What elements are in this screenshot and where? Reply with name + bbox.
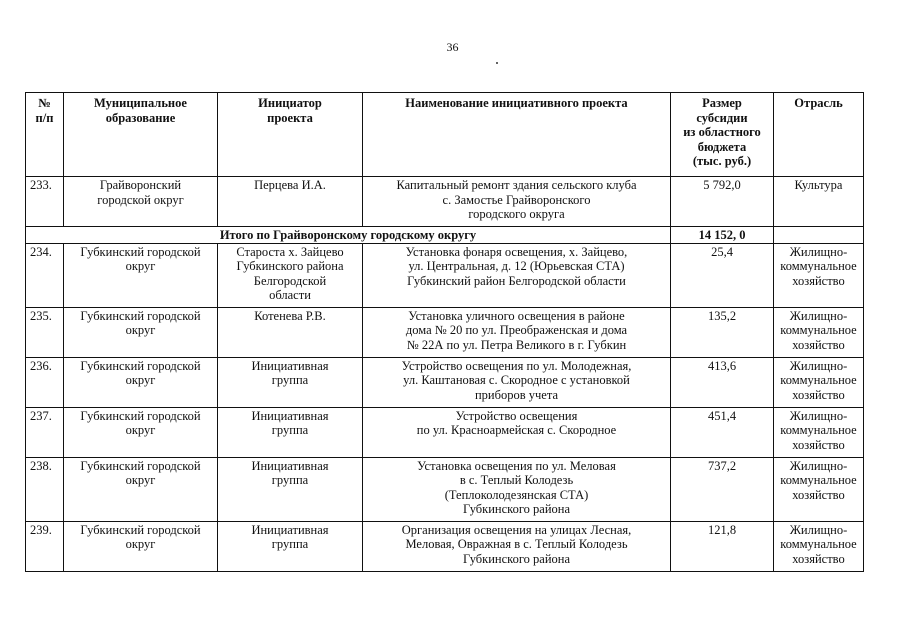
row-number: 234. [26, 243, 64, 307]
row-initiator: Перцева И.А. [218, 177, 363, 227]
row-sector: Жилищно- коммунальное хозяйство [774, 357, 864, 407]
row-municipality: Губкинский городской округ [64, 307, 218, 357]
row-subsidy: 135,2 [671, 307, 774, 357]
row-initiator: Инициативная группа [218, 357, 363, 407]
total-label: Итого по Грайворонскому городскому округу [26, 227, 671, 244]
subsidy-table [25, 92, 864, 572]
row-municipality: Губкинский городской округ [64, 407, 218, 457]
row-subsidy: 413,6 [671, 357, 774, 407]
table-row [26, 407, 864, 457]
row-subsidy: 25,4 [671, 243, 774, 307]
row-municipality: Губкинский городской округ [64, 521, 218, 571]
row-municipality: Губкинский городской округ [64, 243, 218, 307]
header-subsidy: Размер субсидии из областного бюджета (тыс. руб.) [671, 93, 774, 177]
header-project: Наименование инициативного проекта [363, 93, 671, 177]
row-number: 237. [26, 407, 64, 457]
row-municipality: Губкинский городской округ [64, 357, 218, 407]
row-initiator: Инициативная группа [218, 407, 363, 457]
row-subsidy: 451,4 [671, 407, 774, 457]
total-sector-empty [774, 227, 864, 244]
row-subsidy: 737,2 [671, 457, 774, 521]
row-project: Устройство освещения по ул. Красноармейская с. Скородное [363, 407, 671, 457]
table-header-row [26, 93, 864, 177]
row-number: 236. [26, 357, 64, 407]
header-sector: Отрасль [774, 93, 864, 177]
row-sector: Культура [774, 177, 864, 227]
row-subsidy: 121,8 [671, 521, 774, 571]
row-initiator: Инициативная группа [218, 521, 363, 571]
page-number: 36 [446, 40, 459, 54]
scan-speck [496, 62, 498, 64]
row-project: Устройство освещения по ул. Молодежная, ул. Каштановая с. Скородное с установкой приборов учета [363, 357, 671, 407]
total-subsidy: 14 152, 0 [671, 227, 774, 244]
row-sector: Жилищно- коммунальное хозяйство [774, 307, 864, 357]
row-municipality: Грайворонский городской округ [64, 177, 218, 227]
row-number: 238. [26, 457, 64, 521]
row-sector: Жилищно- коммунальное хозяйство [774, 243, 864, 307]
table-row [26, 357, 864, 407]
row-sector: Жилищно- коммунальное хозяйство [774, 407, 864, 457]
row-initiator: Инициативная группа [218, 457, 363, 521]
table-row [26, 457, 864, 521]
table-row [26, 177, 864, 227]
row-project: Установка фонаря освещения, х. Зайцево, ул. Центральная, д. 12 (Юрьевская СТА) Губкинский район Белгородской области [363, 243, 671, 307]
row-number: 235. [26, 307, 64, 357]
row-project: Капитальный ремонт здания сельского клуба с. Замостье Грайворонского городского округа [363, 177, 671, 227]
header-num: № п/п [26, 93, 64, 177]
total-row [26, 227, 864, 244]
row-project: Организация освещения на улицах Лесная, Меловая, Овражная в с. Теплый Колодезь Губкинского района [363, 521, 671, 571]
row-initiator: Котенева Р.В. [218, 307, 363, 357]
table-row [26, 307, 864, 357]
row-number: 233. [26, 177, 64, 227]
table-row [26, 521, 864, 571]
table-row [26, 243, 864, 307]
row-initiator: Староста х. Зайцево Губкинского района Белгородской области [218, 243, 363, 307]
row-municipality: Губкинский городской округ [64, 457, 218, 521]
row-sector: Жилищно- коммунальное хозяйство [774, 521, 864, 571]
row-sector: Жилищно- коммунальное хозяйство [774, 457, 864, 521]
row-number: 239. [26, 521, 64, 571]
row-project: Установка уличного освещения в районе дома № 20 по ул. Преображенская и дома № 22А по ул. Петра Великого в г. Губкин [363, 307, 671, 357]
row-subsidy: 5 792,0 [671, 177, 774, 227]
header-initiator: Инициатор проекта [218, 93, 363, 177]
row-project: Установка освещения по ул. Меловая в с. Теплый Колодезь (Теплоколодезянская СТА) Губкинского района [363, 457, 671, 521]
header-municipality: Муниципальное образование [64, 93, 218, 177]
